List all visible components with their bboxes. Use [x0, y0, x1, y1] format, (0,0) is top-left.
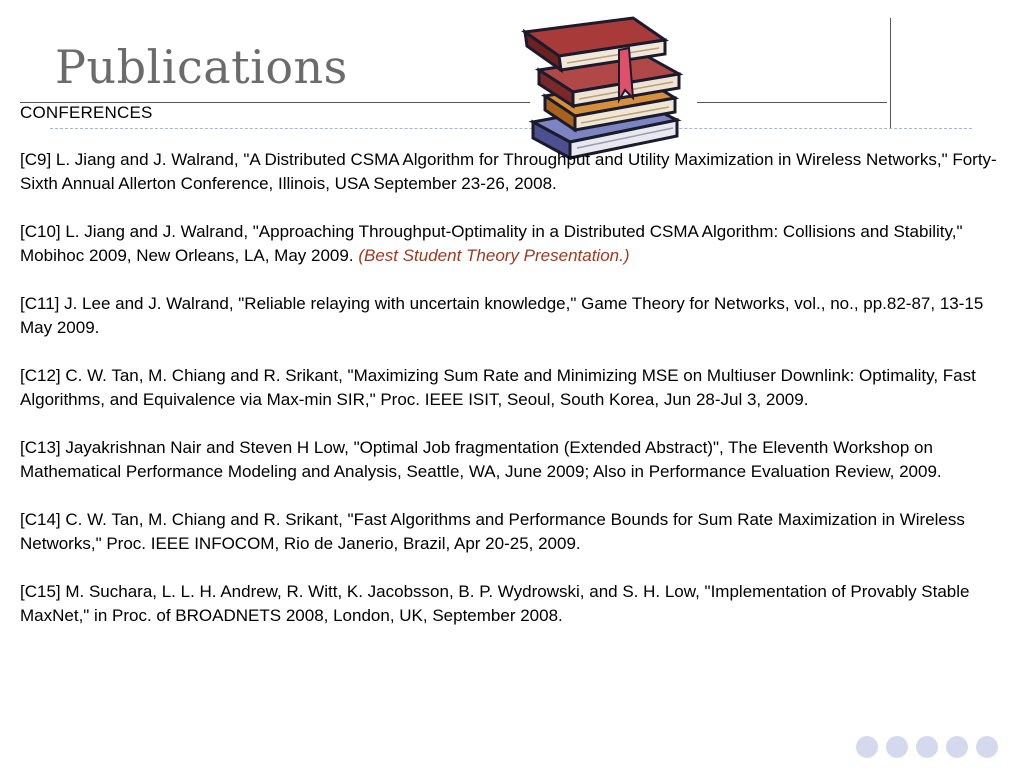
- reference-text: [C9] L. Jiang and J. Walrand, "A Distributed CSMA Algorithm for Throughput and Utility Maximization in Wireless Networks," Forty-Sixth Annual Allerton Conference, Illinois, USA September 23-26, 2008.: [20, 150, 997, 193]
- reference-item: [20, 508, 1010, 556]
- header-vertical-rule: [890, 18, 891, 128]
- reference-text: [C15] M. Suchara, L. L. H. Andrew, R. Witt, K. Jacobsson, B. P. Wydrowski, and S. H. Low, "Implementation of Provably Stable MaxNet," in Proc. of BROADNETS 2008, London, UK, September 2008.: [20, 582, 970, 625]
- reference-list: [20, 148, 1010, 652]
- reference-item: [20, 220, 1010, 268]
- section-heading: CONFERENCES: [20, 103, 153, 122]
- reference-text: [C12] C. W. Tan, M. Chiang and R. Srikant, "Maximizing Sum Rate and Minimizing MSE on Multiuser Downlink: Optimality, Fast Algorithms, and Equivalence via Max-min SIR," Proc. IEEE ISIT, Seoul, South Korea, Jun 28-Jul 3, 2009.: [20, 366, 976, 409]
- reference-text: [C11] J. Lee and J. Walrand, "Reliable relaying with uncertain knowledge," Game Theory for Networks, vol., no., pp.82-87, 13-15 May 2009.: [20, 294, 984, 337]
- reference-item: [20, 580, 1010, 628]
- nav-dot-icon[interactable]: [916, 736, 938, 758]
- reference-text: [C10] L. Jiang and J. Walrand, "Approaching Throughput-Optimality in a Distributed CSMA Algorithm: Collisions and Stability," Mobihoc 2009, New Orleans, LA, May 2009.: [20, 222, 963, 265]
- reference-item: [20, 292, 1010, 340]
- nav-dot-icon[interactable]: [976, 736, 998, 758]
- section-divider: [50, 128, 972, 129]
- nav-dot-icon[interactable]: [886, 736, 908, 758]
- reference-item: [20, 364, 1010, 412]
- award-note: (Best Student Theory Presentation.): [358, 246, 630, 265]
- reference-item: [20, 436, 1010, 484]
- page-title: Publications: [55, 40, 348, 94]
- reference-item: [20, 148, 1010, 196]
- header-rule-right: [697, 102, 887, 103]
- nav-dot-icon[interactable]: [946, 736, 968, 758]
- nav-dot-icon[interactable]: [856, 736, 878, 758]
- slide-nav: [856, 736, 998, 758]
- book-stack-icon: [515, 10, 695, 160]
- reference-text: [C13] Jayakrishnan Nair and Steven H Low, "Optimal Job fragmentation (Extended Abstract)", The Eleventh Workshop on Mathematical Performance Modeling and Analysis, Seattle, WA, June 2009; Also in Performance Evaluation Review, 2009.: [20, 438, 942, 481]
- reference-text: [C14] C. W. Tan, M. Chiang and R. Srikant, "Fast Algorithms and Performance Bounds for Sum Rate Maximization in Wireless Networks," Proc. IEEE INFOCOM, Rio de Janerio, Brazil, Apr 20-25, 2009.: [20, 510, 965, 553]
